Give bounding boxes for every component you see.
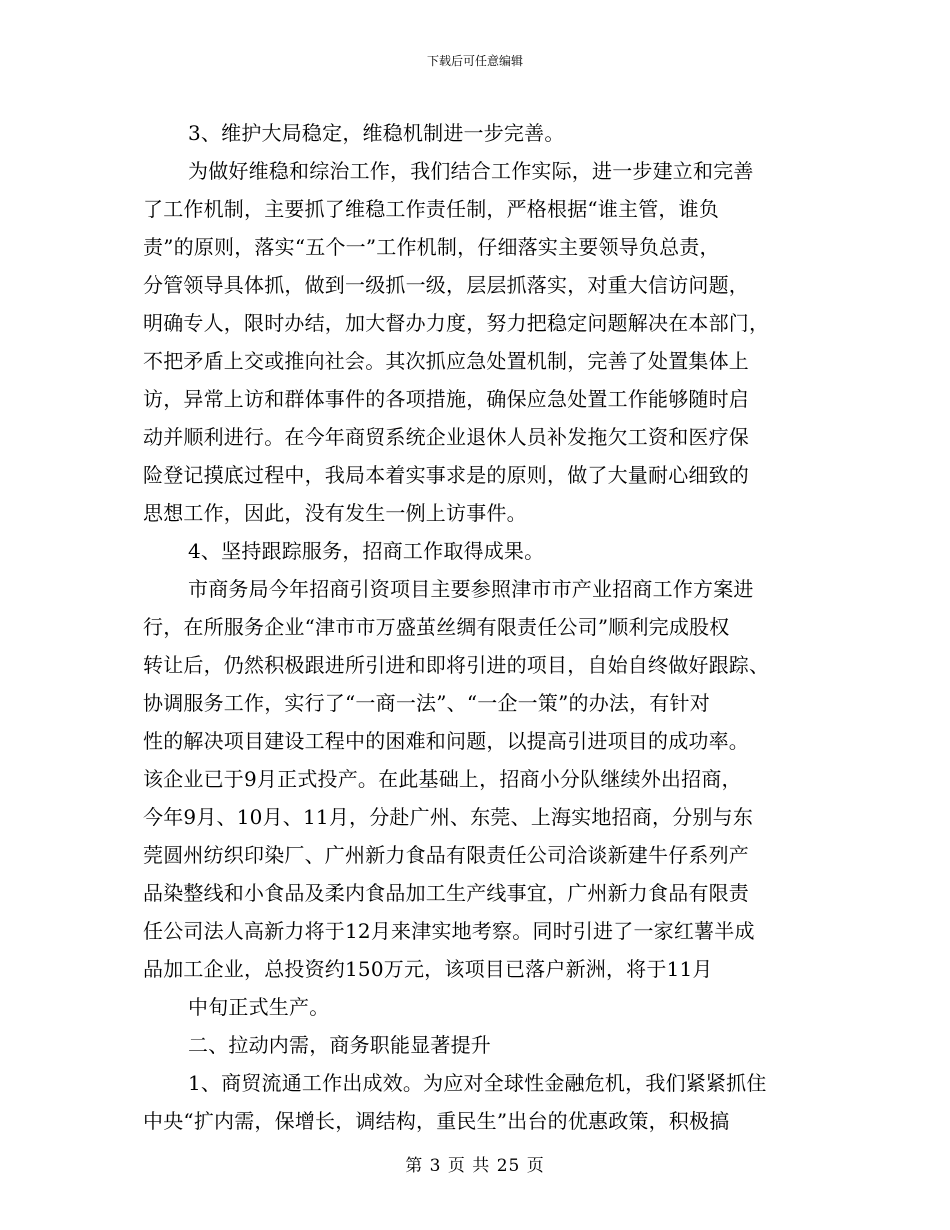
heading-line: 3、维护大局稳定，维稳机制进一步完善。	[188, 121, 565, 145]
paragraph-line: 协调服务工作，实行了“一商一法”、“一企一策”的办法，有针对	[143, 691, 710, 715]
paragraph-line: 品加工企业，总投资约150万元，该项目已落户新洲，将于11月	[143, 957, 713, 981]
paragraph-line: 中央“扩内需，保增长，调结构，重民生”出台的优惠政策，积极搞	[143, 1109, 730, 1133]
paragraph-line: 市商务局今年招商引资项目主要参照津市市产业招商工作方案进	[188, 577, 754, 601]
paragraph-line: 为做好维稳和综治工作，我们结合工作实际，进一步建立和完善	[188, 159, 754, 183]
paragraph-line: 品染整线和小食品及柔内食品加工生产线事宜，广州新力食品有限责	[143, 881, 749, 905]
paragraph-line: 访，异常上访和群体事件的各项措施，确保应急处置工作能够随时启	[143, 387, 749, 411]
document-body	[143, 114, 818, 1140]
page-header: 下载后可任意编辑	[426, 54, 523, 68]
paragraph-line: 今年9月、10月、11月，分赴广州、东莞、上海实地招商，分别与东	[143, 805, 754, 829]
paragraph-line: 明确专人，限时办结，加大督办力度，努力把稳定问题解决在本部门，	[143, 311, 770, 335]
paragraph-line: 行，在所服务企业“津市市万盛茧丝绸有限责任公司”顺利完成股权	[143, 615, 730, 639]
page-footer: 第 3 页 共 25 页	[405, 1156, 545, 1176]
paragraph-line: 莞圆州纺织印染厂、广州新力食品有限责任公司洽谈新建牛仔系列产	[143, 843, 749, 867]
paragraph-line: 不把矛盾上交或推向社会。其次抓应急处置机制，完善了处置集体上	[143, 349, 749, 373]
heading-line: 4、坚持跟踪服务，招商工作取得成果。	[188, 539, 545, 563]
paragraph-line: 任公司法人高新力将于12月来津实地考察。同时引进了一家红薯半成	[143, 919, 755, 943]
paragraph-line: 转让后，仍然积极跟进所引进和即将引进的项目，自始自终做好跟踪、	[143, 653, 770, 677]
paragraph-line: 思想工作，因此，没有发生一例上访事件。	[143, 501, 527, 525]
paragraph-line: 动并顺利进行。在今年商贸系统企业退休人员补发拖欠工资和医疗保	[143, 425, 749, 449]
paragraph-line: 分管领导具体抓，做到一级抓一级，层层抓落实，对重大信访问题，	[143, 273, 749, 297]
heading-line: 二、拉动内需，商务职能显著提升	[188, 1033, 491, 1057]
paragraph-line: 了工作机制，主要抓了维稳工作责任制，严格根据“谁主管，谁负	[143, 197, 720, 221]
paragraph-line: 性的解决项目建设工程中的困难和问题，以提高引进项目的成功率。	[143, 729, 749, 753]
paragraph-line: 1、商贸流通工作出成效。为应对全球性金融危机，我们紧紧抓住	[188, 1071, 767, 1095]
paragraph-line: 责”的原则，落实“五个一”工作机制，仔细落实主要领导负总责，	[143, 235, 720, 259]
paragraph-line: 该企业已于9月正式投产。在此基础上，招商小分队继续外出招商，	[143, 767, 742, 791]
paragraph-line: 险登记摸底过程中，我局本着实事求是的原则，做了大量耐心细致的	[143, 463, 749, 487]
paragraph-line: 中旬正式生产。	[188, 995, 330, 1019]
